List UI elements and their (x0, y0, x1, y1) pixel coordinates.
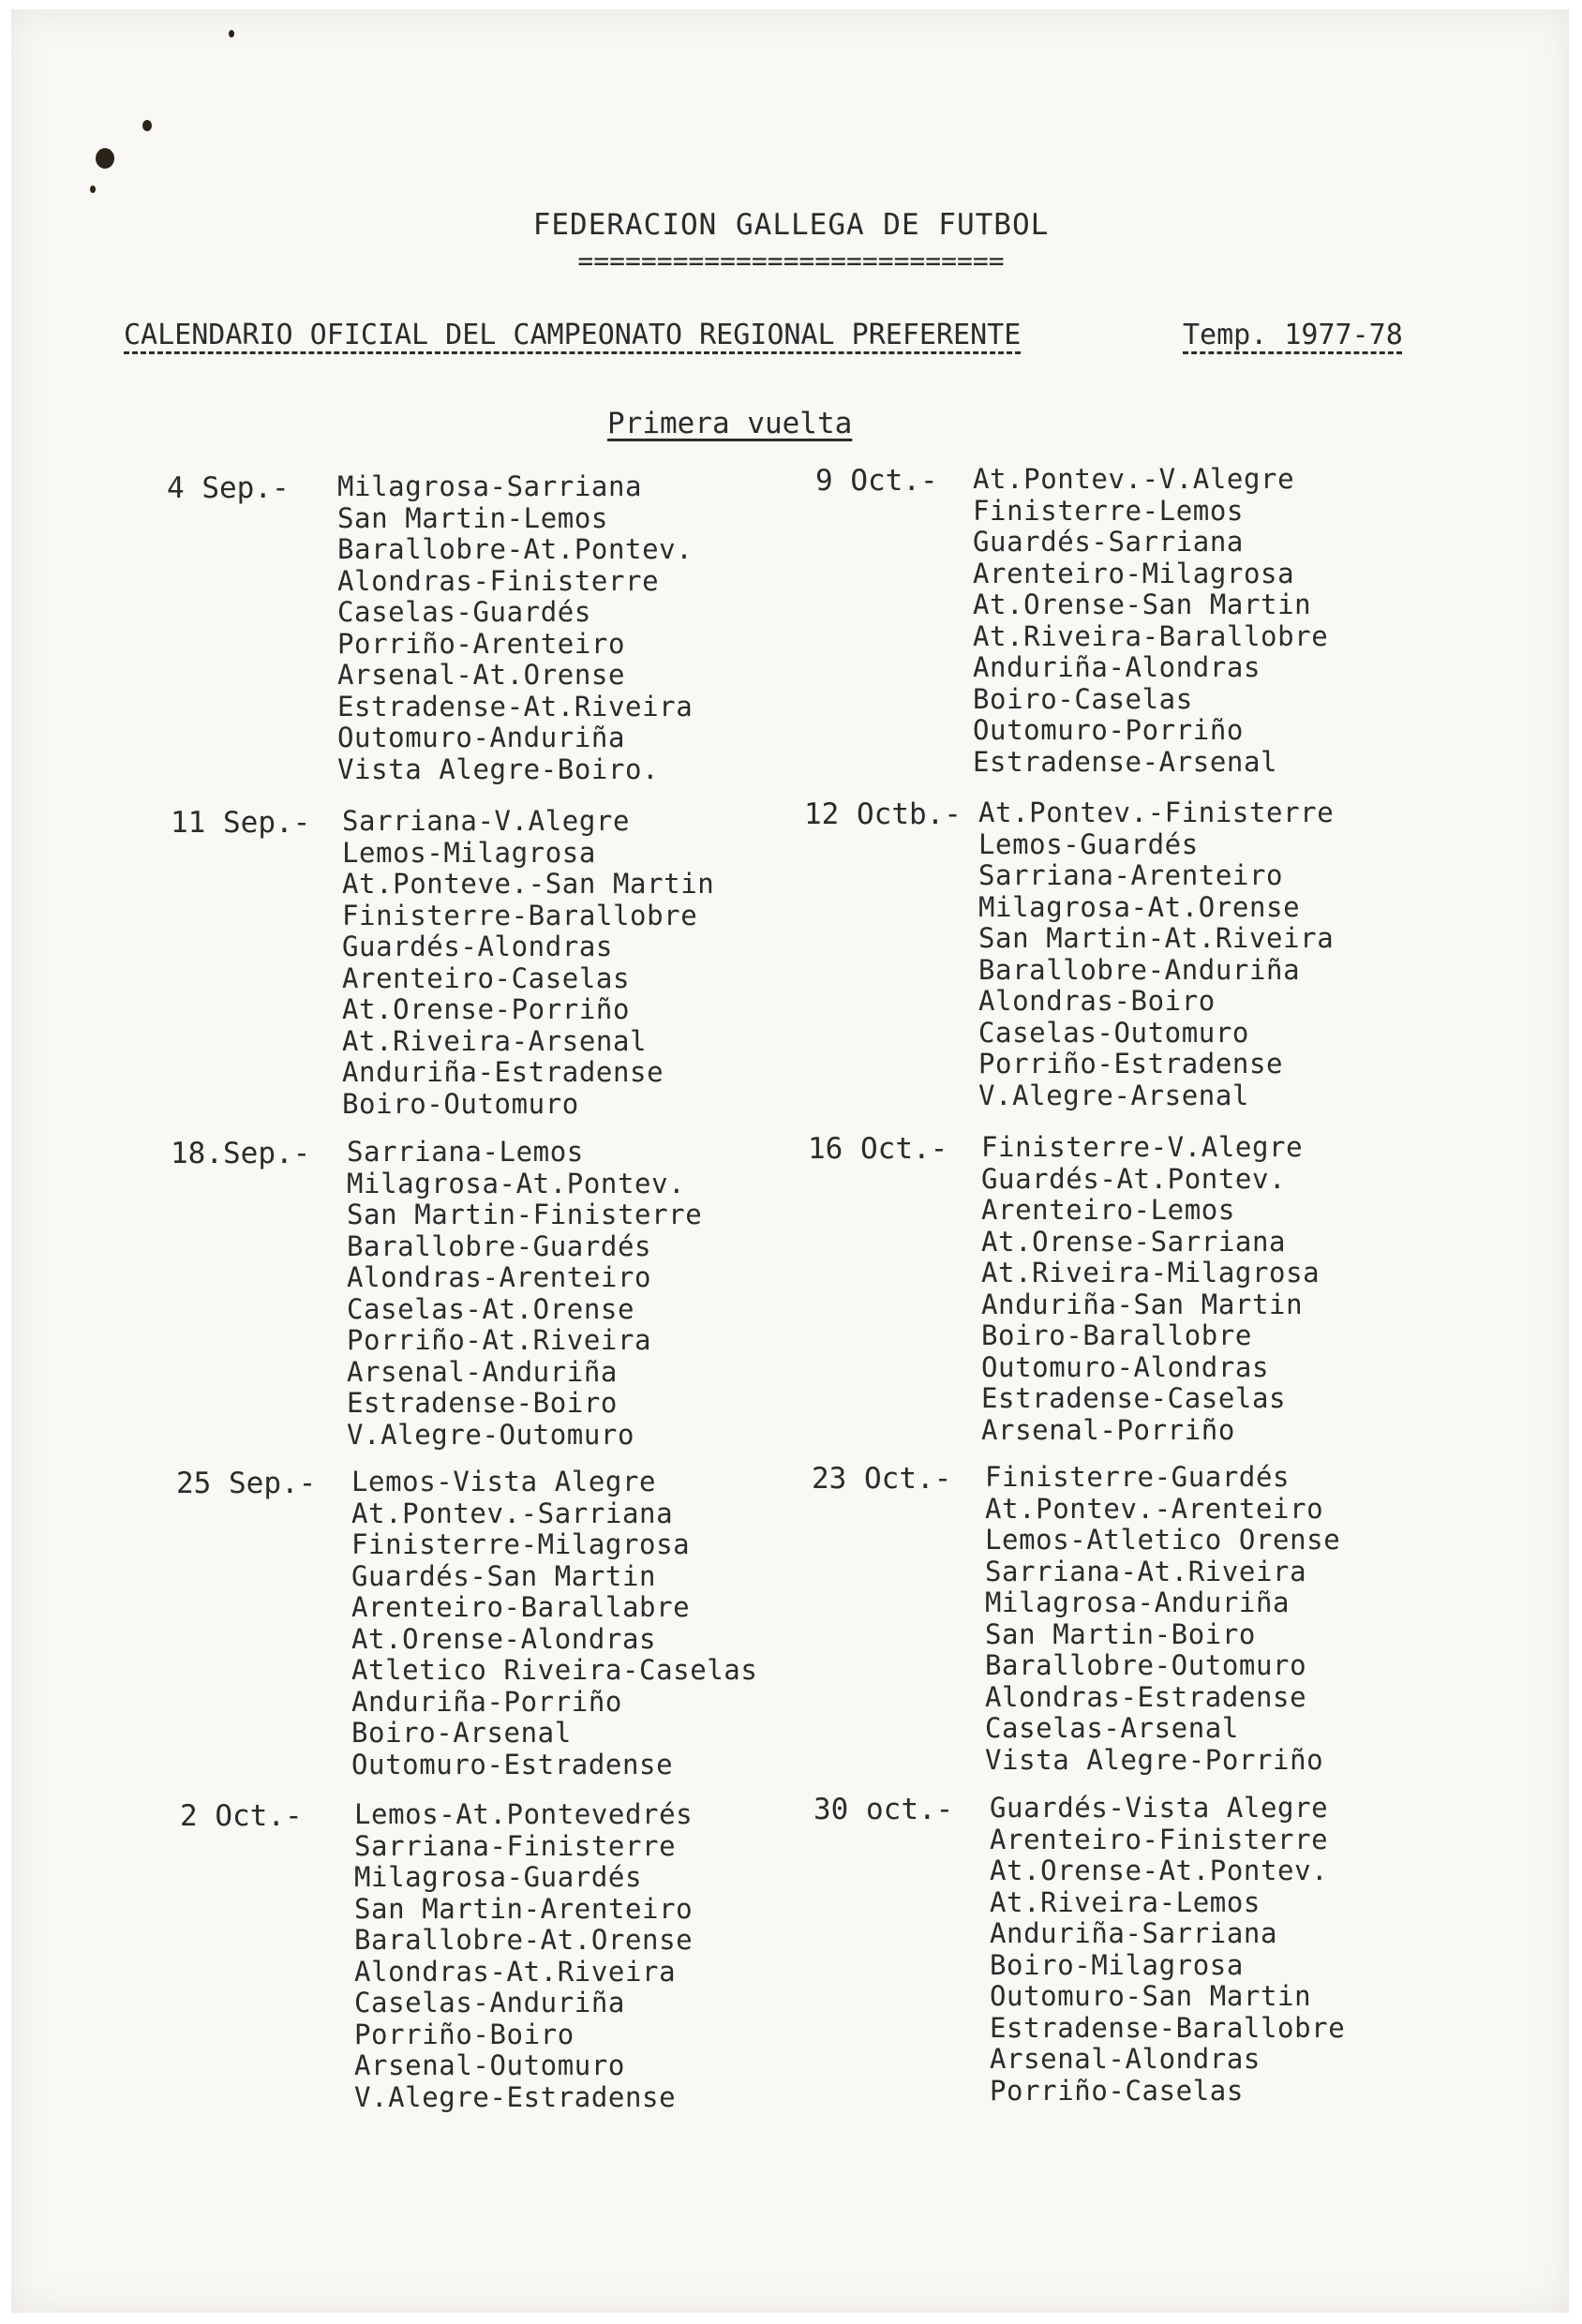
fixture: Boiro-Barallobre (981, 1319, 1252, 1351)
fixture: Barallobre-At.Pontev. (337, 533, 694, 565)
federation-title: FEDERACION GALLEGA DE FUTBOL (532, 208, 1050, 242)
fixture: Arenteiro-Barallabre (351, 1591, 691, 1623)
fixture: Lemos-Vista Alegre (351, 1466, 657, 1497)
fixture: Alondras-Boiro (978, 985, 1216, 1017)
fixture: Milagrosa-Sarriana (337, 470, 643, 502)
fixture: At.Riveira-Arsenal (342, 1024, 648, 1057)
fixture: Porriño-Boiro (354, 2018, 575, 2050)
fixture-list (342, 806, 714, 1120)
fixture: V.Alegre-Estradense (354, 2080, 677, 2113)
fixture: At.Orense-Porriño (342, 993, 631, 1025)
fixture: Arenteiro-Milagrosa (973, 557, 1295, 589)
fixture: Finisterre-Lemos (973, 494, 1244, 527)
fixture: Outomuro-San Martin (990, 1980, 1312, 2012)
fixture: Outomuro-Alondras (981, 1350, 1270, 1383)
fixture: Arenteiro-Finisterre (990, 1823, 1329, 1855)
fixture: Milagrosa-At.Pontev. (347, 1167, 686, 1199)
fixture: V.Alegre-Arsenal (978, 1079, 1249, 1111)
fixture: Lemos-Guardés (978, 827, 1199, 860)
fixture: Arsenal-Alondras (990, 2043, 1261, 2075)
fixture-list (985, 1462, 1340, 1776)
fixture: Barallobre-Anduriña (978, 953, 1301, 986)
fixture: Boiro-Caselas (973, 682, 1193, 715)
fixture: At.Orense-San Martin (973, 588, 1312, 620)
matchday-date: 4 Sep.- (167, 471, 290, 505)
fixture: Caselas-Anduriña (354, 1987, 625, 2019)
fixture: Arsenal-Anduriña (347, 1355, 618, 1388)
fixture: Anduriña-Sarriana (990, 1917, 1278, 1949)
ink-stain (142, 120, 152, 131)
fixture-list (973, 464, 1328, 778)
fixture: Guardés-San Martin (351, 1559, 657, 1592)
fixture: Sarriana-Arenteiro (978, 859, 1284, 891)
fixture-list (990, 1793, 1345, 2107)
fixture: Estradense-Arsenal (973, 745, 1278, 778)
fixture: Outomuro-Estradense (351, 1748, 674, 1780)
fixture: Lemos-Atletico Orense (985, 1524, 1341, 1556)
fixture: Caselas-At.Orense (347, 1292, 635, 1325)
fixture: Lemos-At.Pontevedrés (354, 1798, 694, 1830)
title-underline: =========================== (577, 246, 1005, 276)
fixture: At.Pontev.-Sarriana (351, 1497, 674, 1529)
fixture: Milagrosa-Guardés (354, 1861, 643, 1893)
fixture: Milagrosa-Anduriña (985, 1587, 1291, 1618)
ink-stain (229, 30, 234, 37)
fixture: Outomuro-Porriño (973, 714, 1244, 746)
fixture: Anduriña-Estradense (342, 1056, 664, 1088)
fixture: Porriño-Caselas (990, 2074, 1244, 2107)
fixture: San Martin-Boiro (985, 1617, 1256, 1650)
fixture: Estradense-Boiro (347, 1387, 618, 1419)
fixture: Outomuro-Anduriña (337, 722, 626, 753)
fixture: Boiro-Outomuro (342, 1087, 579, 1120)
fixture: Anduriña-Alondras (973, 651, 1261, 683)
fixture: Porriño-Arenteiro (337, 627, 626, 660)
matchday-date: 16 Oct.- (808, 1132, 948, 1166)
fixture: Arenteiro-Lemos (981, 1194, 1235, 1226)
fixture: Boiro-Milagrosa (990, 1948, 1244, 1981)
fixture: Alondras-At.Riveira (354, 1955, 677, 1988)
fixture: At.Riveira-Milagrosa (981, 1257, 1321, 1289)
fixture: V.Alegre-Outomuro (347, 1418, 635, 1451)
fixture-list (351, 1467, 757, 1780)
fixture: At.Riveira-Lemos (990, 1885, 1261, 1918)
matchday-date: 23 Oct.- (812, 1462, 952, 1496)
fixture: Barallobre-Outomuro (985, 1649, 1307, 1681)
fixture: Atletico Riveira-Caselas (351, 1654, 758, 1686)
fixture: Lemos-Milagrosa (342, 836, 596, 869)
fixture: Arenteiro-Caselas (342, 961, 631, 994)
round-title: Primera vuelta (607, 407, 853, 440)
fixture: Alondras-Estradense (985, 1680, 1307, 1713)
fixture: San Martin-Lemos (337, 501, 608, 534)
fixture: Alondras-Arenteiro (347, 1261, 652, 1293)
fixture: Caselas-Guardés (337, 596, 591, 628)
fixture: Anduriña-Porriño (351, 1685, 622, 1718)
fixture: Guardés-Vista Alegre (990, 1792, 1329, 1824)
matchday-date: 18.Sep.- (171, 1137, 311, 1170)
matchday-date: 2 Oct.- (180, 1799, 303, 1833)
fixture: Estradense-At.Riveira (337, 690, 694, 723)
matchday-date: 25 Sep.- (176, 1467, 317, 1500)
fixture: Arsenal-Porriño (981, 1413, 1235, 1446)
fixture: Guardés-At.Pontev. (981, 1162, 1287, 1195)
matchday-date: 11 Sep.- (171, 806, 311, 840)
fixture: At.Ponteve.-San Martin (342, 868, 715, 900)
fixture: Porriño-Estradense (978, 1048, 1284, 1080)
fixture: Guardés-Sarriana (973, 526, 1244, 558)
fixture: San Martin-At.Riveira (978, 922, 1335, 954)
fixture: Finisterre-Guardés (985, 1461, 1291, 1493)
fixture: Caselas-Outomuro (978, 1016, 1249, 1049)
fixture: At.Orense-Sarriana (981, 1225, 1287, 1258)
matchday-date: 9 Oct.- (815, 464, 938, 498)
ink-stain (90, 186, 96, 193)
fixture: Milagrosa-At.Orense (978, 890, 1301, 923)
fixture: Sarriana-V.Alegre (342, 805, 631, 837)
ink-stain (96, 148, 114, 169)
fixture-list (337, 471, 693, 785)
fixture: Sarriana-Finisterre (354, 1829, 677, 1862)
fixture: Porriño-At.Riveira (347, 1324, 652, 1356)
fixture: At.Orense-Alondras (351, 1622, 657, 1655)
fixture: At.Pontev.-Finisterre (978, 797, 1335, 828)
fixture-list (354, 1799, 693, 2113)
fixture: Finisterre-Barallobre (342, 899, 698, 931)
fixture: At.Riveira-Barallobre (973, 619, 1329, 652)
fixture: Vista Alegre-Porriño (985, 1743, 1324, 1776)
fixture: Sarriana-Lemos (347, 1136, 584, 1168)
fixture: Guardés-Alondras (342, 931, 613, 962)
fixture: San Martin-Finisterre (347, 1199, 703, 1230)
fixture: San Martin-Arenteiro (354, 1892, 694, 1925)
fixture: Finisterre-Milagrosa (351, 1528, 691, 1560)
matchday-date: 12 Octb.- (804, 797, 962, 831)
fixture: At.Orense-At.Pontev. (990, 1855, 1329, 1886)
fixture: Caselas-Arsenal (985, 1712, 1239, 1744)
fixture: At.Pontev.-V.Alegre (973, 463, 1295, 495)
fixture: At.Pontev.-Arenteiro (985, 1492, 1324, 1525)
fixture: Barallobre-Guardés (347, 1229, 652, 1262)
fixture: Arsenal-Outomuro (354, 2049, 625, 2081)
fixture: Arsenal-At.Orense (337, 659, 626, 691)
fixture-list (347, 1137, 702, 1451)
fixture: Estradense-Caselas (981, 1382, 1287, 1414)
season-label: Temp. 1977-78 (1183, 319, 1403, 351)
fixture-list (981, 1132, 1320, 1446)
fixture: Anduriña-San Martin (981, 1288, 1304, 1320)
fixture: Estradense-Barallobre (990, 2011, 1346, 2044)
fixture: Barallobre-At.Orense (354, 1924, 694, 1956)
fixture: Alondras-Finisterre (337, 564, 660, 597)
matchday-date: 30 oct.- (813, 1793, 954, 1826)
fixture: Boiro-Arsenal (351, 1717, 572, 1749)
fixture: Sarriana-At.Riveira (985, 1555, 1307, 1587)
fixture: Finisterre-V.Alegre (981, 1131, 1304, 1163)
calendar-title: CALENDARIO OFICIAL DEL CAMPEONATO REGIONAL PREFERENTE (124, 319, 1022, 351)
fixture: Vista Alegre-Boiro. (337, 752, 660, 785)
fixture-list (978, 797, 1334, 1111)
